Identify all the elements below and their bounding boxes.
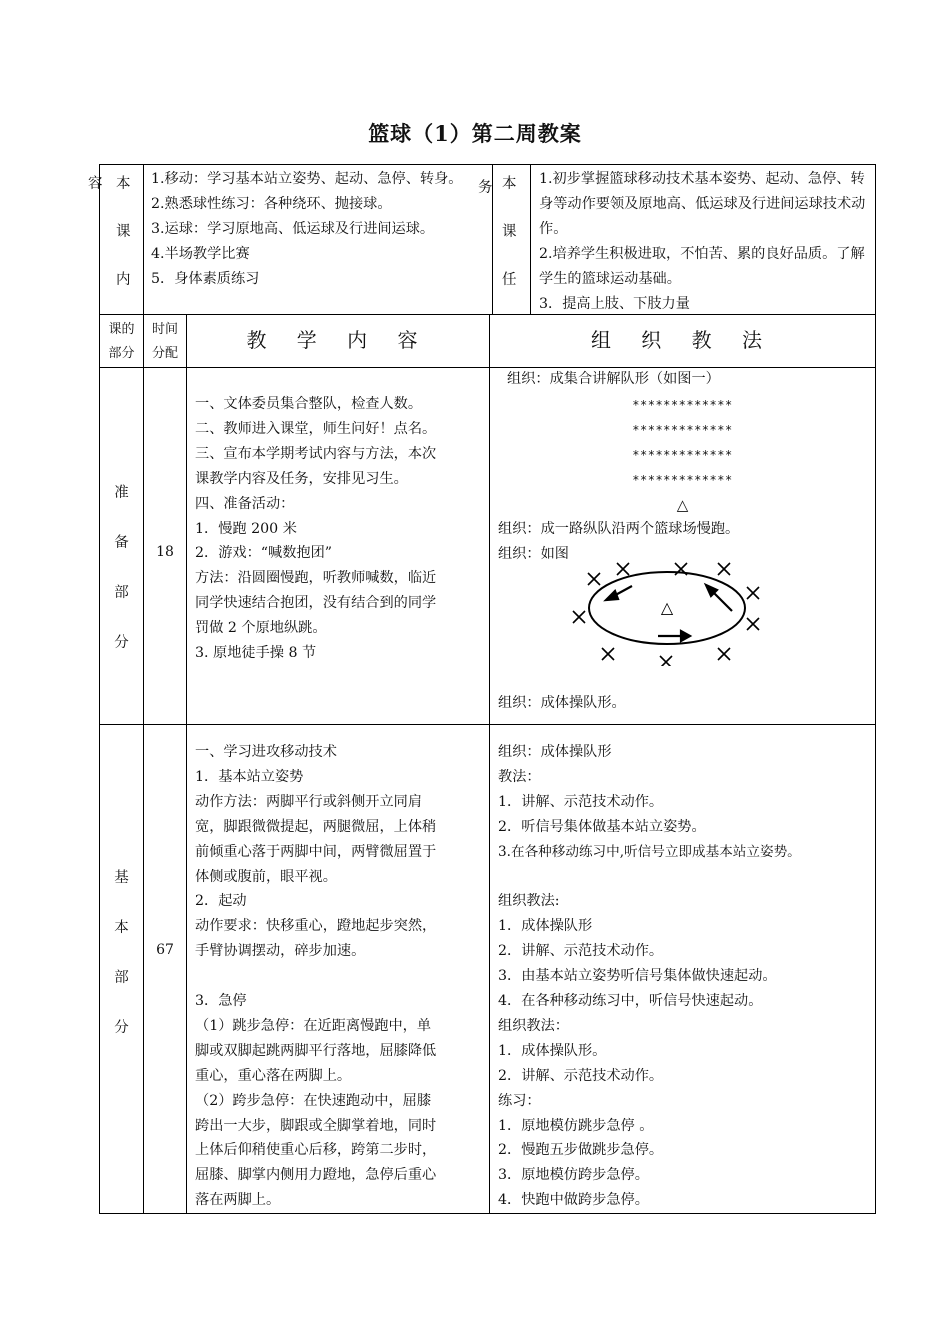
- method-line: 1．原地模仿跳步急停 。: [498, 1117, 654, 1134]
- basic-line: 一、学习进攻移动技术: [195, 744, 337, 760]
- basic-line: 宽，脚跟微微提起，两腿微屈，上体稍: [195, 818, 437, 835]
- content-items: [151, 167, 487, 292]
- method-line: 组织教法：: [498, 1017, 569, 1034]
- prep-method-org2: 组织：成一路纵队沿两个篮球场慢跑。: [498, 521, 740, 537]
- header-method: 组 织 教 法: [590, 328, 775, 352]
- prep-part-char: 备: [114, 535, 129, 551]
- prep-method-org4: 组织：成体操队形。: [498, 695, 626, 711]
- method-line: 1．成体操队形: [498, 918, 593, 935]
- basic-part-char: 分: [114, 1020, 129, 1036]
- basic-line: [195, 964, 487, 989]
- star-row: *************: [632, 398, 733, 412]
- basic-line: 手臂协调摆动，碎步加速。: [195, 943, 366, 960]
- basic-line: 动作方法：两脚平行或斜侧开立同肩: [195, 793, 423, 810]
- basic-method: [498, 740, 874, 1213]
- basic-part-char: 基: [114, 870, 129, 886]
- task-label-char: 课: [502, 224, 517, 240]
- task-label-char: 务: [478, 180, 493, 196]
- header-time-line: 分配: [151, 346, 178, 361]
- method-line: 1．成体操队形。: [498, 1042, 607, 1059]
- list-item: 4.半场教学比赛: [151, 245, 250, 262]
- method-line: 3．原地模仿跨步急停。: [498, 1167, 649, 1184]
- basic-line: 体侧或腹前，眼平视。: [195, 868, 337, 885]
- method-line: 2．讲解、示范技术动作。: [498, 943, 664, 960]
- prep-line: 方法：沿圆圈慢跑，听教师喊数，临近: [195, 570, 437, 587]
- basic-part-label: [100, 853, 143, 1053]
- content-label-char: 容: [88, 176, 103, 192]
- basic-line: 动作要求：快移重心，蹬地起步突然，: [195, 918, 437, 935]
- prep-line: 三、宣布本学期考试内容与方法，本次: [195, 445, 437, 462]
- task-label-char: 本: [502, 176, 517, 192]
- basic-part-char: 本: [114, 920, 129, 936]
- prep-line: 同学快速结合抱团，没有结合到的同学: [195, 595, 437, 612]
- prep-part-char: 部: [114, 585, 129, 601]
- content-label-char: 课: [116, 224, 131, 240]
- prep-line: 课教学内容及任务，安排见习生。: [195, 470, 408, 487]
- header-content: 教 学 内 容: [246, 328, 430, 352]
- basic-line: （1）跳步急停：在近距离慢跑中，单: [195, 1017, 432, 1034]
- basic-line: 重心，重心落在两脚上。: [195, 1067, 352, 1084]
- list-item: 1.移动：学习基本站立姿势、起动、急停、转身。: [151, 171, 463, 187]
- content-label-char: 本: [116, 176, 131, 192]
- prep-line: 罚做 2 个原地纵跳。: [195, 620, 327, 637]
- basic-line: （2）跨步急停：在快速跑动中，屈膝: [195, 1092, 432, 1109]
- method-line: [498, 865, 874, 890]
- prep-line: 2．游戏：“喊数抱团”: [195, 545, 333, 562]
- formation-stars: [490, 393, 875, 518]
- basic-line: 前倾重心落于两脚中间，两臂微屈置于: [195, 843, 437, 860]
- method-line: 4．快跑中做跨步急停。: [498, 1192, 649, 1209]
- list-item: 3．提高上肢、下肢力量: [539, 295, 690, 312]
- method-line: 3．由基本站立姿势听信号集体做快速起动。: [498, 968, 777, 985]
- method-line: 3.在各种移动练习中,听信号立即成基本站立姿势。: [498, 843, 801, 860]
- prep-time: 18: [156, 544, 174, 560]
- basic-line: 3．急停: [195, 993, 247, 1010]
- basic-part-char: 部: [114, 970, 129, 986]
- prep-line: 二、教师进入课堂，师生问好！点名。: [195, 420, 437, 437]
- prep-line: 3. 原地徒手操 8 节: [195, 645, 317, 662]
- method-line: 1．讲解、示范技术动作。: [498, 793, 664, 810]
- page-title: 篮球（1）第二周教案: [368, 121, 582, 146]
- list-item: 2.培养学生积极进取，不怕苦、累的良好品质。了解学生的篮球运动基础。: [539, 245, 865, 287]
- method-line: 2．讲解、示范技术动作。: [498, 1067, 664, 1084]
- basic-line: 2．起动: [195, 893, 247, 910]
- star-row: *************: [632, 423, 733, 437]
- star-row: *************: [632, 473, 733, 487]
- header-time-line: 时间: [151, 322, 178, 337]
- basic-line: 落在两脚上。: [195, 1192, 281, 1209]
- basic-line: 上体后仰稍使重心后移，跨第二步时，: [195, 1142, 437, 1159]
- running-circle-diagram: [560, 556, 770, 666]
- basic-content: [195, 740, 487, 1213]
- list-item: 3.运球：学习原地高、低运球及行进间运球。: [151, 220, 435, 237]
- prep-line: 四、准备活动：: [195, 495, 295, 512]
- prep-method-org1: 组织：成集合讲解队形（如图一）: [507, 371, 720, 387]
- teacher-triangle: △: [676, 496, 689, 514]
- list-item: 1.初步掌握篮球移动技术基本姿势、起动、急停、转身等动作要领及原地高、低运球及行进间运球技术动作。: [539, 171, 866, 237]
- header-time: [144, 318, 186, 366]
- prep-part-char: 分: [114, 635, 129, 651]
- basic-line: 1．基本站立姿势: [195, 768, 304, 785]
- method-line: 组织教法:: [498, 893, 560, 910]
- method-line: 教法：: [498, 768, 541, 785]
- header-part-line: 课的: [108, 322, 135, 337]
- header-part: [100, 318, 143, 366]
- list-item: 2.熟悉球性练习：各种绕环、抛接球。: [151, 195, 392, 212]
- star-row: *************: [632, 448, 733, 462]
- method-line: 2．听信号集体做基本站立姿势。: [498, 818, 706, 835]
- prep-part-char: 准: [114, 485, 129, 501]
- method-line: 组织：成体操队形: [498, 744, 612, 760]
- list-item: 5．身体素质练习: [151, 270, 260, 287]
- basic-line: 跨出一大步，脚跟或全脚掌着地，同时: [195, 1117, 437, 1134]
- diagram-teacher: △: [660, 598, 674, 617]
- prep-line: 1．慢跑 200 米: [195, 520, 297, 537]
- prep-line: 一、文体委员集合整队，检查人数。: [195, 396, 423, 412]
- prep-method-org3: 组织：如图: [498, 546, 569, 562]
- method-line: 2．慢跑五步做跳步急停。: [498, 1142, 664, 1159]
- task-label-char: 任: [502, 272, 517, 288]
- content-label-char: 内: [116, 272, 131, 288]
- task-items: [539, 167, 871, 316]
- basic-line: 脚或双脚起跳两脚平行落地，屈膝降低: [195, 1042, 437, 1059]
- basic-line: 屈膝、脚掌内侧用力蹬地，急停后重心: [195, 1167, 437, 1184]
- method-line: 练习：: [498, 1092, 541, 1109]
- prep-content: [195, 392, 487, 666]
- method-line: 4．在各种移动练习中，听信号快速起动。: [498, 993, 763, 1010]
- basic-time: 67: [156, 942, 174, 958]
- header-part-line: 部分: [108, 346, 135, 361]
- prep-part-label: [100, 468, 143, 668]
